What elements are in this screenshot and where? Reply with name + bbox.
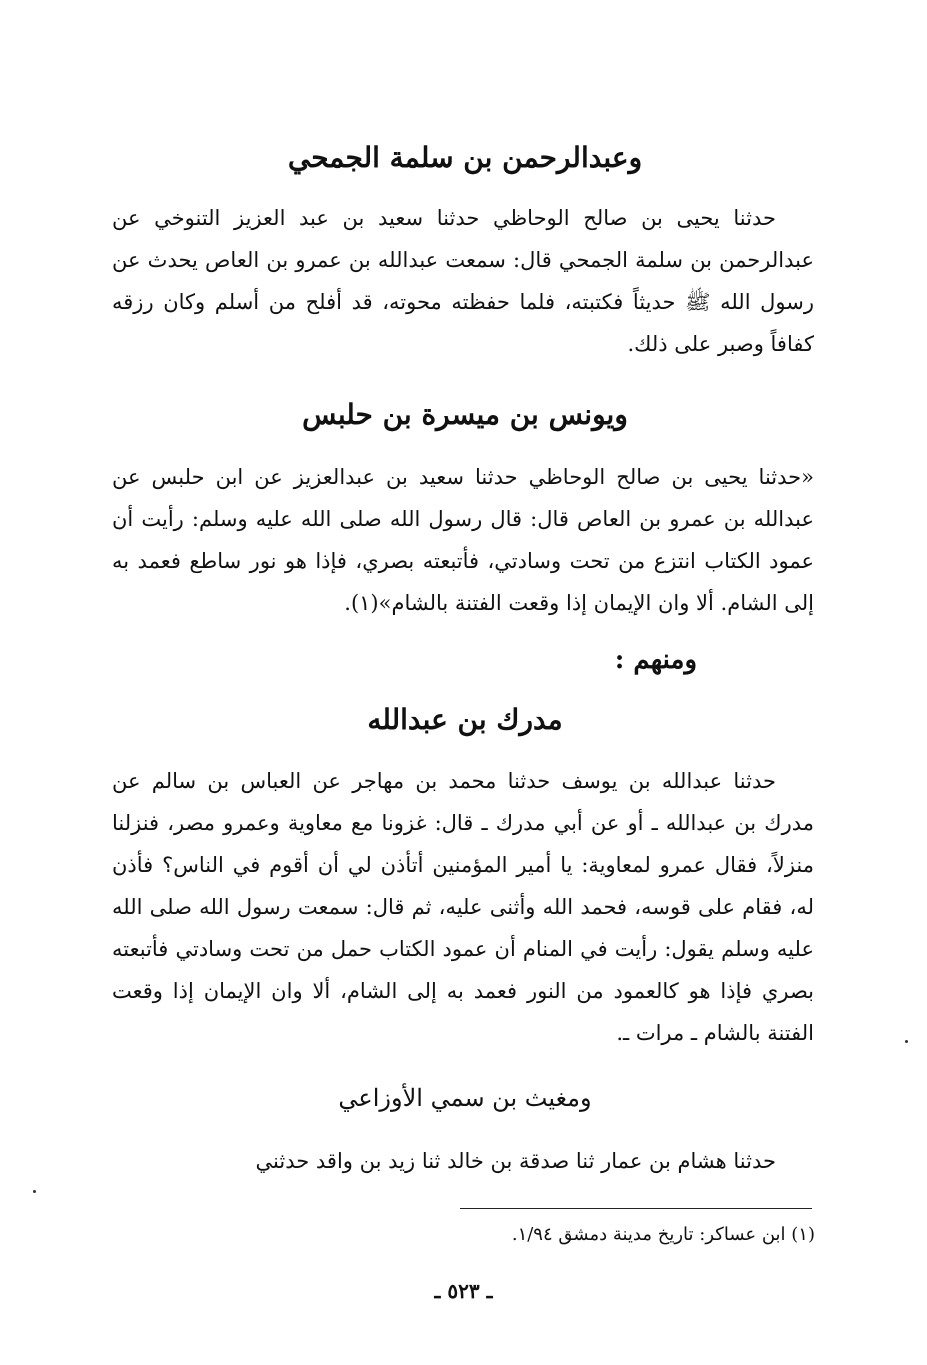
- section-text-yunus: «حدثنا يحيى بن صالح الوحاظي حدثنا سعيد بن عبدالعزيز عن ابن حلبس عن عبدالله بن عمرو بن العاص قال: قال رسول الله صلى الله عليه وسلم: رأيت أن عمود الكتاب انتزع من تحت وسادتي، فأتبعته بصري، فإذا هو نور ساطع فعمد به إلى الشام. ألا وان الإيمان إذا وقعت الفتنة بالشام»(١).: [112, 465, 815, 615]
- footnote-divider: [460, 1208, 812, 1209]
- scan-speck: [905, 1040, 908, 1043]
- section-heading-minhum: ومنهم :: [614, 645, 697, 675]
- section-heading-abdulrahman: وعبدالرحمن بن سلمة الجمحي: [287, 141, 643, 174]
- section-text-abdulrahman: حدثنا يحيى بن صالح الوحاظي حدثنا سعيد بن عبد العزيز التنوخي عن عبدالرحمن بن سلمة الجمحي قال: سمعت عبدالله بن عمرو بن العاص يحدث عن رسول الله ﷺ حديثاً فكتبته، فلما حفظته محوته، قد أفلح من أسلم وكان رزقه كفافاً وصبر على ذلك.: [112, 206, 814, 356]
- footnote: (١) ابن عساكر: تاريخ مدينة دمشق ١/٩٤.: [511, 1224, 815, 1245]
- scan-speck: [33, 1190, 36, 1193]
- section-text-mughith: حدثنا هشام بن عمار ثنا صدقة بن خالد ثنا زيد بن واقد حدثني: [255, 1149, 776, 1173]
- section-heading-mudrik: مدرك بن عبدالله: [367, 703, 563, 736]
- page-number: ـ ٥٢٣ ـ: [434, 1279, 493, 1303]
- section-heading-mughith: ومغيث بن سمي الأوزاعي: [338, 1084, 592, 1112]
- section-text-mudrik: حدثنا عبدالله بن يوسف حدثنا محمد بن مهاجر عن العباس بن سالم عن مدرك بن عبدالله ـ أو عن أبي مدرك ـ قال: غزونا مع معاوية وعمرو مصر، فنزلنا منزلاً، فقال عمرو لمعاوية: يا أمير المؤمنين أتأذن لي أن أقوم في الناس؟ فأذن له، فقام على قوسه، فحمد الله وأثنى عليه، ثم قال: سمعت رسول الله صلى الله عليه وسلم يقول: رأيت في المنام أن عمود الكتاب حمل من تحت وسادتي فأتبعته بصري فإذا هو كالعمود من النور فعمد به إلى الشام، ألا وان الإيمان إذا وقعت الفتنة بالشام ـ مرات ـ.: [112, 769, 814, 1045]
- section-heading-yunus: ويونس بن ميسرة بن حلبس: [302, 398, 628, 431]
